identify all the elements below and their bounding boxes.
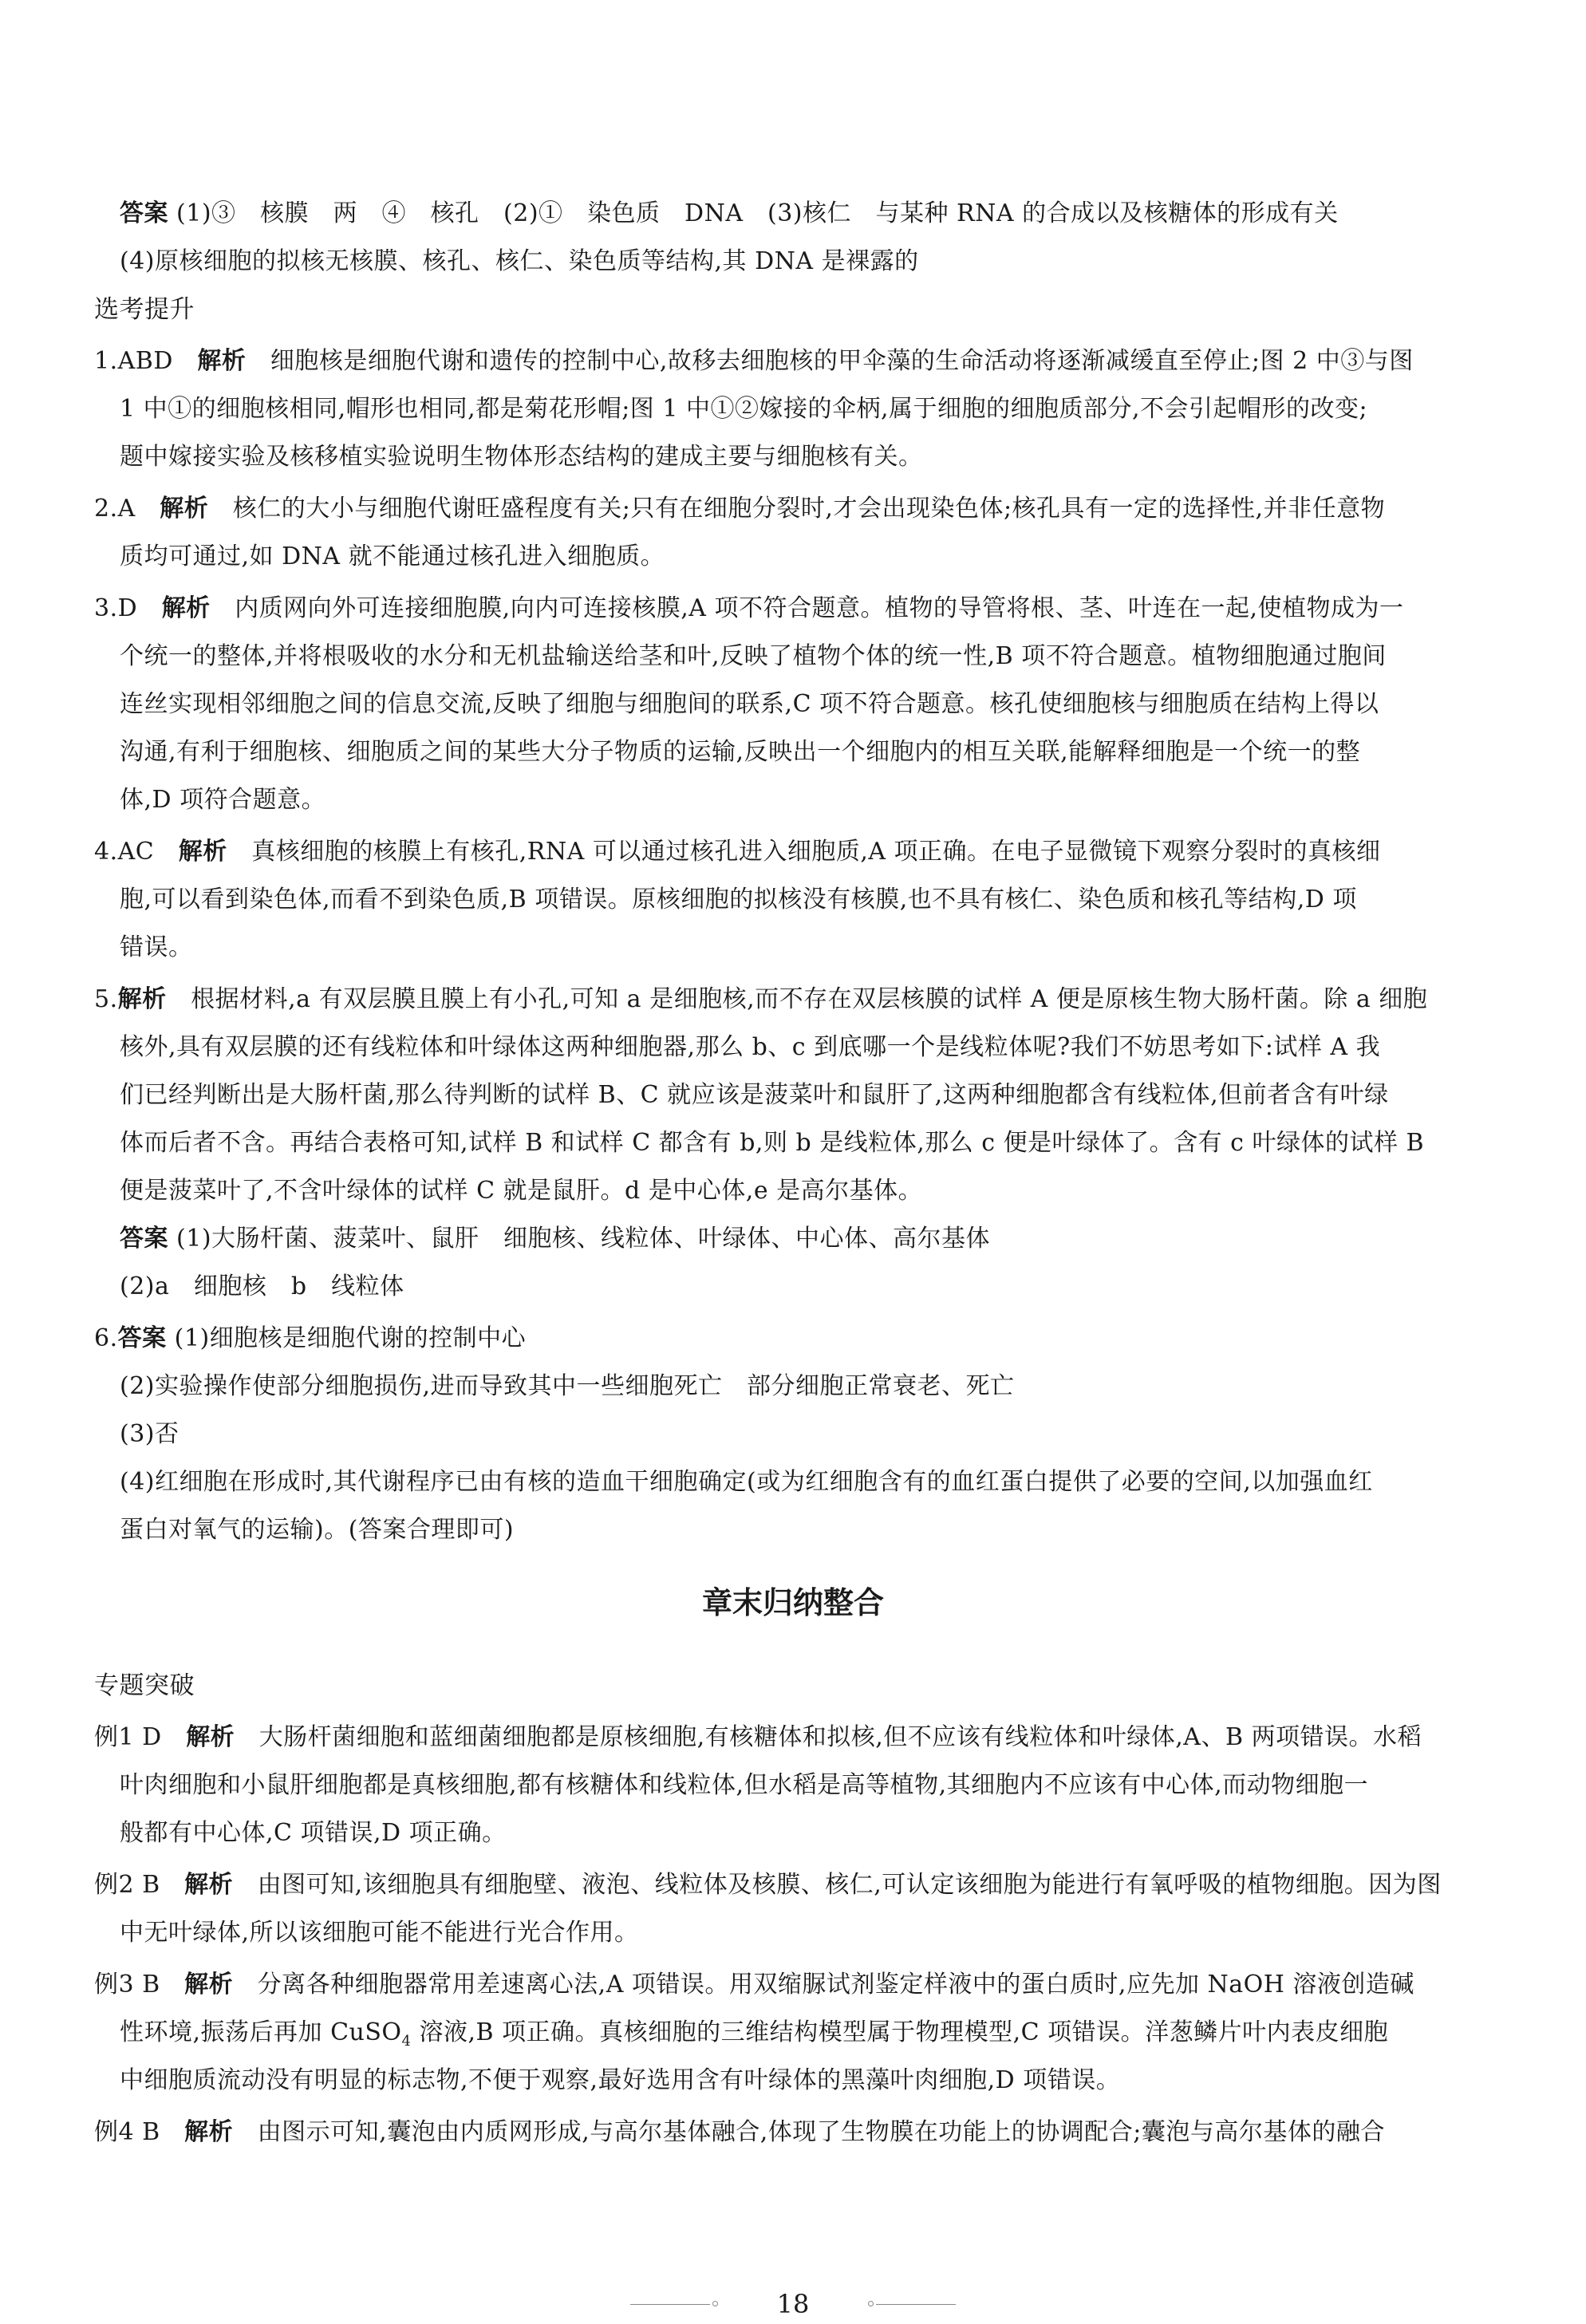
question-1 xyxy=(94,345,1414,377)
example-2 xyxy=(94,1869,1442,1901)
question-3-line: 沟通,有利于细胞核、细胞质之间的某些大分子物质的运输,反映出一个细胞内的相互关联,能解释细胞是一个统一的整 xyxy=(120,738,1361,766)
section-heading-zhuanti: 专题突破 xyxy=(94,1671,195,1700)
example-3-line xyxy=(120,2017,1388,2058)
question-6-line: (4)红细胞在形成时,其代谢程序已由有核的造血干细胞确定(或为红细胞含有的血红蛋白提供了必要的空间,以加强血红 xyxy=(120,1468,1373,1496)
analysis-label: 解析 xyxy=(184,2118,234,2146)
example-3 xyxy=(94,1969,1414,2001)
analysis-text: 性环境,振荡后再加 CuSO xyxy=(120,2018,402,2046)
answer-text: (1)细胞核是细胞代谢的控制中心 xyxy=(174,1324,527,1352)
question-number: 2.A xyxy=(94,495,136,523)
analysis-text: 溶液,B 项正确。真核细胞的三维结构模型属于物理模型,C 项错误。洋葱鳞片叶内表皮细胞 xyxy=(411,2018,1389,2046)
answer-label: 答案 xyxy=(120,1225,168,1253)
example-2-line: 中无叶绿体,所以该细胞可能不能进行光合作用。 xyxy=(120,1919,639,1947)
question-2-line: 质均可通过,如 DNA 就不能通过核孔进入细胞质。 xyxy=(120,543,665,570)
example-3-line: 中细胞质流动没有明显的标志物,不便于观察,最好选用含有叶绿体的黑藻叶肉细胞,D 项错误。 xyxy=(120,2066,1121,2094)
section-heading-xuankao: 选考提升 xyxy=(94,295,195,324)
question-6-line: (3)否 xyxy=(120,1420,180,1448)
example-1 xyxy=(94,1722,1422,1754)
answer-text: (1)③ 核膜 两 ④ 核孔 (2)① 染色质 DNA (3)核仁 与某种 RNA 的合成以及核糖体的形成有关 xyxy=(176,199,1339,227)
example-1-line: 般都有中心体,C 项错误,D 项正确。 xyxy=(120,1819,507,1847)
question-number: 5. xyxy=(94,985,118,1013)
question-5-answer-line: (2)a 细胞核 b 线粒体 xyxy=(120,1272,404,1300)
question-3-line: 连丝实现相邻细胞之间的信息交流,反映了细胞与细胞间的联系,C 项不符合题意。核孔使细胞核与细胞质在结构上得以 xyxy=(120,690,1379,718)
question-5-line: 们已经判断出是大肠杆菌,那么待判断的试样 B、C 就应该是菠菜叶和鼠肝了,这两种细胞都含有线粒体,但前者含有叶绿 xyxy=(120,1081,1389,1109)
question-5-answer xyxy=(120,1223,990,1255)
question-6-line: 蛋白对氧气的运输)。(答案合理即可) xyxy=(120,1516,515,1544)
analysis-text: 分离各种细胞器常用差速离心法,A 项错误。用双缩脲试剂鉴定样液中的蛋白质时,应先加 NaOH 溶液创造碱 xyxy=(257,1971,1414,1998)
analysis-text: 核仁的大小与细胞代谢旺盛程度有关;只有在细胞分裂时,才会出现染色体;核孔具有一定的选择性,并非任意物 xyxy=(232,495,1386,523)
analysis-label: 解析 xyxy=(186,1723,235,1751)
footer-dot-right xyxy=(868,2301,874,2306)
analysis-text: 真核细胞的核膜上有核孔,RNA 可以通过核孔进入细胞质,A 项正确。在电子显微镜下观察分裂时的真核细 xyxy=(251,838,1381,866)
example-number: 例2 B xyxy=(94,1871,160,1899)
question-5 xyxy=(94,984,1427,1016)
analysis-label: 解析 xyxy=(184,1971,234,1998)
question-number: 4.AC xyxy=(94,838,155,866)
page-footer xyxy=(0,2288,1586,2320)
analysis-text: 内质网向外可连接细胞膜,向内可连接核膜,A 项不符合题意。植物的导管将根、茎、叶连在一起,使植物成为一 xyxy=(235,594,1404,622)
page-number: 18 xyxy=(776,2289,810,2319)
question-3-line: 体,D 项符合题意。 xyxy=(120,786,326,814)
question-3 xyxy=(94,593,1404,625)
question-4-line: 胞,可以看到染色体,而看不到染色质,B 项错误。原核细胞的拟核没有核膜,也不具有核仁、染色质和核孔等结构,D 项 xyxy=(120,886,1357,913)
example-number: 例3 B xyxy=(94,1971,160,1998)
example-1-line: 叶肉细胞和小鼠肝细胞都是真核细胞,都有核糖体和线粒体,但水稻是高等植物,其细胞内不应该有中心体,而动物细胞一 xyxy=(120,1771,1369,1799)
footer-rule-right xyxy=(876,2304,956,2305)
question-5-line: 核外,具有双层膜的还有线粒体和叶绿体这两种细胞器,那么 b、c 到底哪一个是线粒体呢?我们不妨思考如下:试样 A 我 xyxy=(120,1033,1381,1061)
question-2 xyxy=(94,493,1385,525)
question-5-line: 体而后者不含。再结合表格可知,试样 B 和试样 C 都含有 b,则 b 是线粒体,那么 c 便是叶绿体了。含有 c 叶绿体的试样 B xyxy=(120,1129,1425,1157)
question-6-line: (2)实验操作使部分细胞损伤,进而导致其中一些细胞死亡 部分细胞正常衰老、死亡 xyxy=(120,1372,1015,1400)
question-4 xyxy=(94,836,1381,868)
answer-text: (1)大肠杆菌、菠菜叶、鼠肝 细胞核、线粒体、叶绿体、中心体、高尔基体 xyxy=(176,1225,991,1253)
question-1-line: 题中嫁接实验及核移植实验说明生物体形态结构的建成主要与细胞核有关。 xyxy=(120,443,923,471)
analysis-label: 解析 xyxy=(197,347,247,375)
question-3-line: 个统一的整体,并将根吸收的水分和无机盐输送给茎和叶,反映了植物个体的统一性,B 项不符合题意。植物细胞通过胞间 xyxy=(120,642,1387,670)
example-number: 例4 B xyxy=(94,2118,160,2146)
example-4 xyxy=(94,2117,1385,2148)
analysis-text: 细胞核是细胞代谢和遗传的控制中心,故移去细胞核的甲伞藻的生命活动将逐渐减缓直至停止;图 2 中③与图 xyxy=(270,347,1414,375)
analysis-label: 解析 xyxy=(161,594,211,622)
question-4-line: 错误。 xyxy=(120,933,193,961)
question-number: 6. xyxy=(94,1324,118,1352)
analysis-label: 解析 xyxy=(117,985,167,1013)
analysis-label: 解析 xyxy=(178,838,227,866)
analysis-text: 由图示可知,囊泡由内质网形成,与高尔基体融合,体现了生物膜在功能上的协调配合;囊泡与高尔基体的融合 xyxy=(257,2118,1385,2146)
analysis-label: 解析 xyxy=(184,1871,234,1899)
question-number: 1.ABD xyxy=(94,347,173,375)
question-number: 3.D xyxy=(94,594,138,622)
subscript: 4 xyxy=(401,2033,412,2050)
answer-text: (4)原核细胞的拟核无核膜、核孔、核仁、染色质等结构,其 DNA 是裸露的 xyxy=(120,247,919,275)
answer-label: 答案 xyxy=(120,199,168,227)
analysis-text: 根据材料,a 有双层膜且膜上有小孔,可知 a 是细胞核,而不存在双层核膜的试样 A 便是原核生物大肠杆菌。除 a 细胞 xyxy=(191,985,1428,1013)
analysis-text: 大肠杆菌细胞和蓝细菌细胞都是原核细胞,有核糖体和拟核,但不应该有线粒体和叶绿体,A、B 两项错误。水稻 xyxy=(258,1723,1422,1751)
answer-label: 答案 xyxy=(117,1324,167,1352)
question-1-line: 1 中①的细胞核相同,帽形也相同,都是菊花形帽;图 1 中①②嫁接的伞柄,属于细胞的细胞质部分,不会引起帽形的改变; xyxy=(120,395,1368,423)
analysis-label: 解析 xyxy=(160,495,209,523)
question-6 xyxy=(94,1323,526,1355)
section-title: 章末归纳整合 xyxy=(701,1585,884,1620)
analysis-text: 由图可知,该细胞具有细胞壁、液泡、线粒体及核膜、核仁,可认定该细胞为能进行有氧呼吸的植物细胞。因为图 xyxy=(257,1871,1442,1899)
question-5-line: 便是菠菜叶了,不含叶绿体的试样 C 就是鼠肝。d 是中心体,e 是高尔基体。 xyxy=(120,1177,923,1205)
answer-line xyxy=(120,198,1339,230)
example-number: 例1 D xyxy=(94,1723,162,1751)
answer-line xyxy=(120,246,919,278)
